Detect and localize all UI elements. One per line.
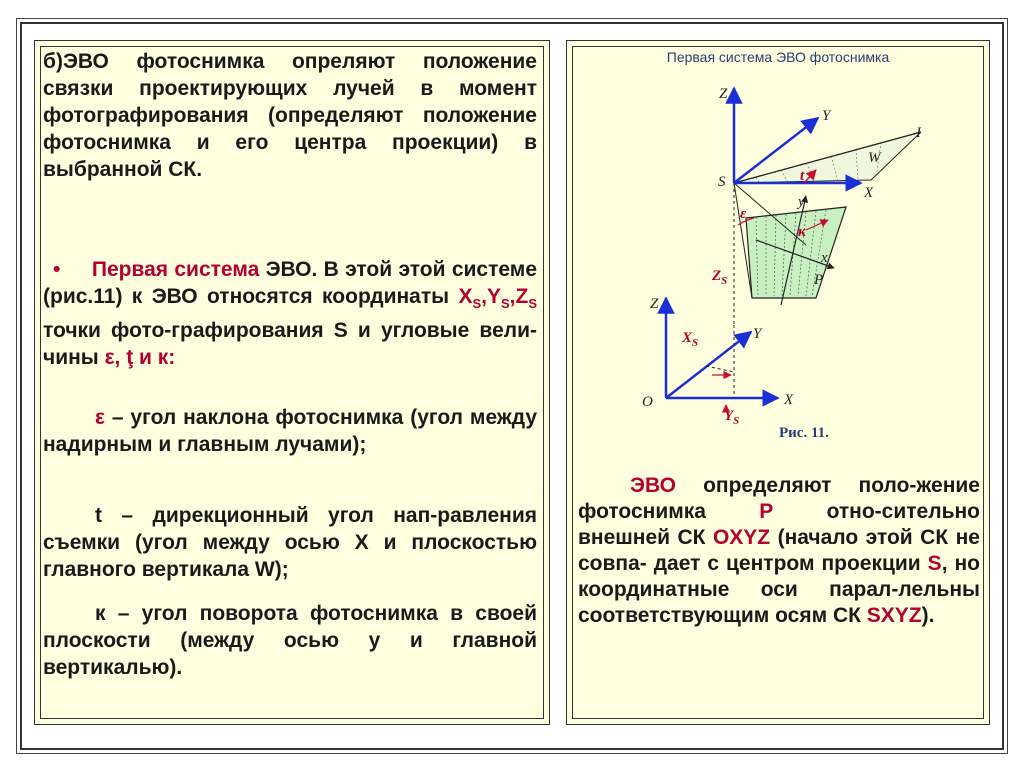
sep-1: , — [481, 285, 487, 308]
sep-2: , — [509, 285, 516, 308]
bullet: • — [53, 258, 61, 281]
eps-paragraph — [43, 404, 537, 458]
photo-p-label: Р — [759, 500, 774, 523]
evo-label: ЭВО — [630, 474, 676, 497]
label-ys: $Y_S$ — [724, 408, 740, 427]
evo-diagram — [566, 70, 990, 440]
first-system-paragraph — [43, 256, 537, 371]
label-p: P — [814, 272, 824, 288]
right-paragraph — [578, 473, 980, 629]
right-text-1: определяют поло-жение фотоснимка — [578, 474, 980, 523]
right-text-5: ). — [921, 604, 935, 627]
right-text-3: (начало этой СК не совпа- дает с центром проекции — [578, 526, 980, 575]
zs-label: Z — [515, 285, 529, 308]
label-w: W — [868, 150, 881, 166]
xs-label: X — [458, 285, 473, 308]
label-xs: $X_S$ — [682, 330, 699, 349]
label-k: к — [798, 224, 806, 240]
label-x-top: X — [864, 185, 874, 201]
label-y: y — [798, 194, 805, 210]
s-label: S — [927, 552, 942, 575]
label-o: O — [642, 394, 653, 410]
eps-text: – угол наклона фотоснимка (угол между надирным и главным лучами); — [43, 406, 537, 456]
label-t: t — [800, 168, 805, 184]
eps-symbol: ε — [95, 406, 105, 429]
photo-plane — [746, 207, 846, 298]
first-system-text: ЭВО. В этой этой системе (рис.11) к ЭВО относятся координаты — [43, 258, 537, 308]
zs-sub: S — [528, 296, 537, 312]
xs-sub: S — [472, 296, 482, 312]
label-i: I — [916, 125, 921, 141]
sxyz-label: SXYZ — [866, 604, 922, 627]
right-text-4: , но координатные оси парал-лельны соответствующим осям СК — [578, 552, 980, 627]
label-s: S — [718, 174, 726, 190]
t-symbol: t — [95, 504, 102, 527]
label-y-low: Y — [753, 326, 762, 342]
label-x: x — [821, 250, 828, 266]
label-eps: ε — [740, 206, 747, 222]
first-system-label: Первая система — [91, 258, 260, 281]
label-z-low: Z — [650, 296, 659, 312]
intro-paragraph — [43, 48, 537, 183]
figure-caption: Рис. 11. — [779, 425, 829, 441]
figure-title: Первая система ЭВО фотоснимка — [666, 49, 890, 65]
axis-y-low — [666, 332, 751, 398]
oxyz-label: OXYZ — [712, 526, 771, 549]
label-y-top: Y — [822, 108, 831, 124]
ys-label: Y — [486, 285, 501, 308]
k-paragraph — [43, 600, 537, 681]
label-zs: $Z_S$ — [712, 268, 728, 287]
angles-label: ε, ţ и к: — [104, 346, 176, 370]
label-x-low: X — [784, 392, 794, 408]
first-system-after: точки фото-графирования S и угловые вели-чины — [43, 319, 537, 370]
t-text: – дирекционный угол нап-равления съемки (угол между осью X и плоскостью главного вертикала W); — [43, 504, 537, 581]
ys-sub: S — [500, 296, 510, 312]
t-paragraph — [43, 502, 537, 583]
right-text-2: отно-сительно внешней СК — [578, 500, 980, 549]
label-z-top: Z — [719, 86, 728, 102]
k-symbol: к — [95, 602, 106, 625]
intro-text: б)ЭВО фотоснимка опреляют положение связки проектирующих лучей в момент фотографирования (определяют положение фотоснимка и его центра проекции) в выбранной СК. — [43, 50, 537, 181]
k-text: – угол поворота фотоснимка в своей плоскости (между осью у и главной вертикалью). — [43, 602, 537, 679]
